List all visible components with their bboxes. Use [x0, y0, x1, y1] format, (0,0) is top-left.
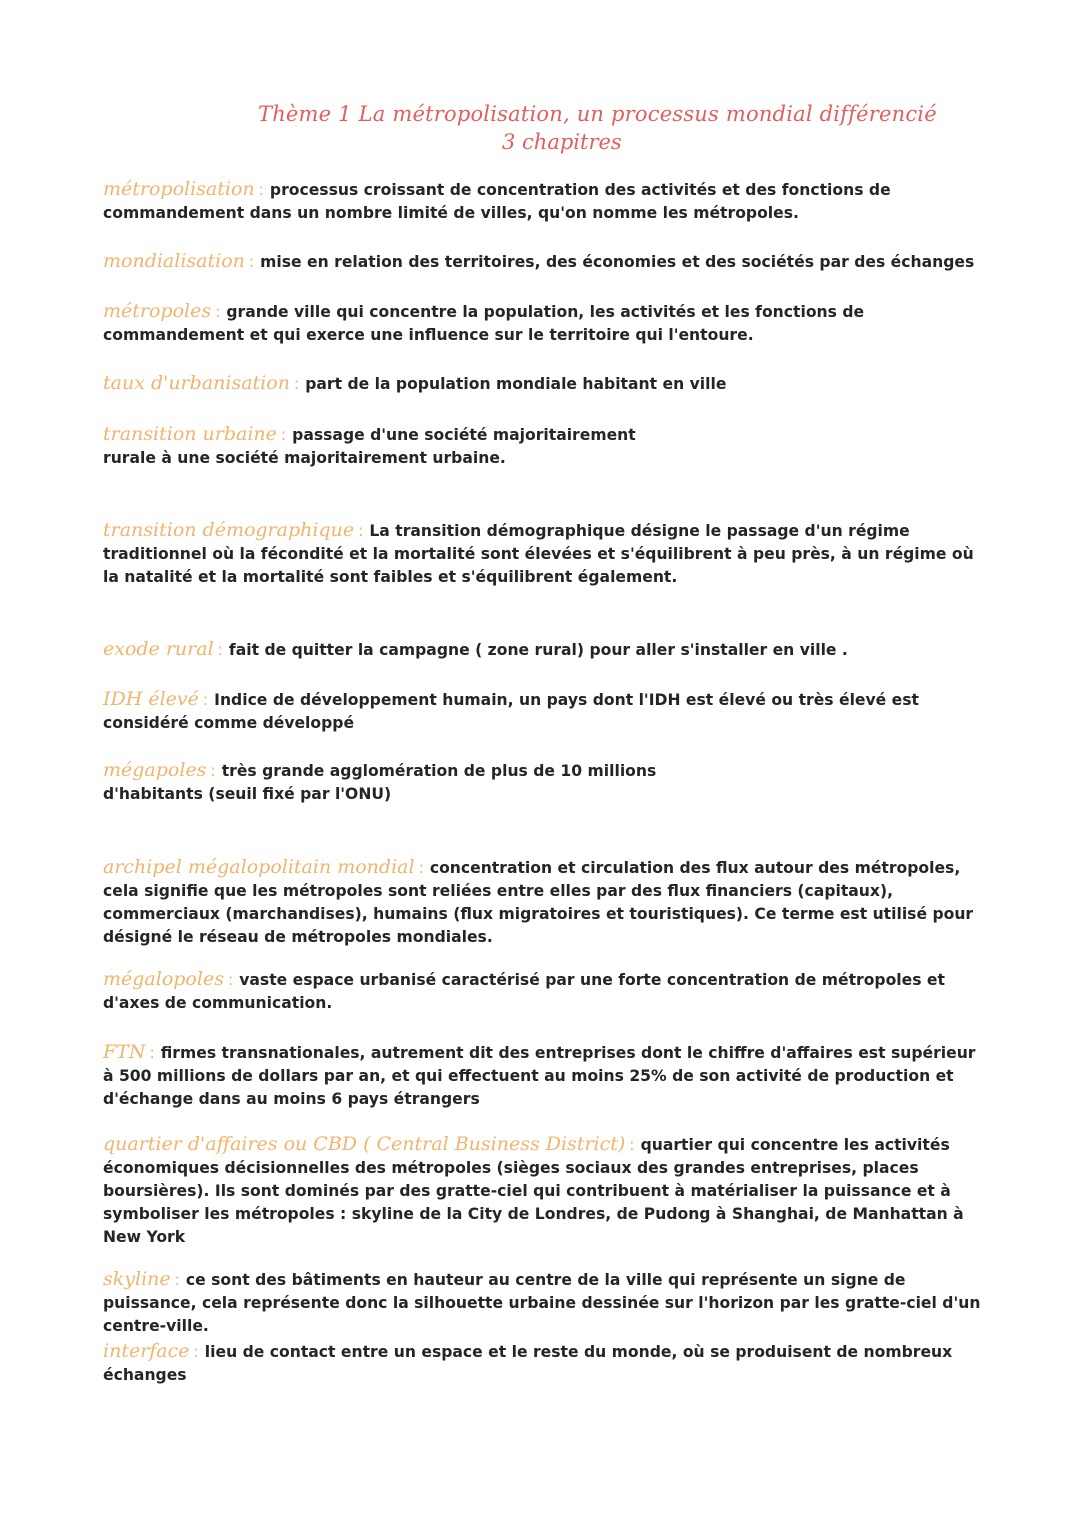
entry-term: skyline — [103, 1268, 171, 1290]
glossary-entry-metropoles — [103, 300, 983, 347]
glossary-entry-transition-demographique — [103, 519, 983, 589]
entry-term: taux d'urbanisation — [103, 372, 290, 394]
entry-separator: : — [149, 1044, 155, 1062]
entry-separator: : — [418, 859, 424, 877]
entry-term: quartier d'affaires ou CBD ( Central Business District) — [103, 1133, 626, 1155]
entry-separator: : — [193, 1343, 199, 1361]
entry-term: transition urbaine — [103, 423, 277, 445]
glossary-entry-megalopoles — [103, 968, 983, 1015]
entry-separator: : — [248, 253, 255, 271]
entry-separator: : — [358, 522, 364, 540]
entry-term: exode rural — [103, 638, 214, 660]
entry-term: interface — [103, 1340, 190, 1362]
glossary-entry-megapoles — [103, 759, 743, 806]
entry-separator: : — [210, 762, 216, 780]
entry-term: archipel mégalopolitain mondial — [103, 856, 415, 878]
entry-definition: firmes transnationales, autrement dit des entreprises dont le chiffre d'affaires est supérieur à 500 millions de dollars par an, et qui effectuent au moins 25% de son activité de production et d'échange dans au moins 6 pays étrangers — [103, 1044, 976, 1108]
entry-separator: : — [629, 1136, 635, 1154]
glossary-entry-mondialisation — [103, 250, 983, 274]
entry-definition: Indice de développement humain, un pays dont l'IDH est élevé ou très élevé est considéré comme développé — [103, 691, 919, 732]
entry-separator: : — [174, 1271, 180, 1289]
entry-definition: lieu de contact entre un espace et le reste du monde, où se produisent de nombreux échanges — [103, 1343, 953, 1384]
entry-definition: passage d'une société majoritairement rurale à une société majoritairement urbaine. — [103, 426, 636, 467]
entry-term: IDH élevé — [103, 688, 199, 710]
glossary-entry-quartier-affaires — [103, 1133, 983, 1249]
glossary-entry-archipel-megalopolitain — [103, 856, 983, 949]
entry-definition: ce sont des bâtiments en hauteur au centre de la ville qui représente un signe de puissance, cela représente donc la silhouette urbaine dessinée sur l'horizon par les gratte-ciel d'un centre-ville. — [103, 1271, 981, 1335]
entry-term: mégapoles — [103, 759, 207, 781]
glossary-entry-transition-urbaine — [103, 423, 663, 470]
glossary-entry-metropolisation — [103, 178, 983, 225]
entry-term: FTN — [103, 1041, 146, 1063]
entry-separator: : — [215, 303, 221, 321]
entry-term: mégalopoles — [103, 968, 224, 990]
entry-separator: : — [227, 971, 234, 989]
glossary-entry-skyline — [103, 1268, 983, 1338]
theme-title: Thème 1 La métropolisation, un processus mondial différencié — [258, 102, 937, 126]
entry-definition: La transition démographique désigne le passage d'un régime traditionnel où la fécondité et la mortalité sont élevées et s'équilibrent à peu près, à un régime où la natalité et la mortalité sont faibles et s'équilibrent également. — [103, 522, 974, 586]
entry-definition: concentration et circulation des flux autour des métropoles, cela signifie que les métropoles sont reliées entre elles par des flux financiers (capitaux), commerciaux (marchandises), humains (flux migratoires et touristiques). Ce terme est utilisé pour désigné le réseau de métropoles mondiales. — [103, 859, 974, 946]
glossary-entry-idh-eleve — [103, 688, 983, 735]
entry-definition: grande ville qui concentre la population, les activités et les fonctions de commandement et qui exerce une influence sur le territoire qui l'entoure. — [103, 303, 865, 344]
entry-term: métropolisation — [103, 178, 255, 200]
glossary-entry-interface — [103, 1340, 983, 1387]
entry-separator: : — [202, 691, 209, 709]
entry-definition: très grande agglomération de plus de 10 millions d'habitants (seuil fixé par l'ONU) — [103, 762, 657, 803]
entry-term: transition démographique — [103, 519, 355, 541]
entry-definition: fait de quitter la campagne ( zone rural) pour aller s'installer en ville . — [228, 641, 848, 659]
entry-term: mondialisation — [103, 250, 245, 272]
glossary-entry-ftn — [103, 1041, 983, 1111]
entry-term: métropoles — [103, 300, 212, 322]
glossary-entry-taux-urbanisation — [103, 372, 983, 396]
entry-separator: : — [258, 181, 264, 199]
chapter-count: 3 chapitres — [502, 130, 622, 154]
entry-definition: part de la population mondiale habitant en ville — [305, 375, 727, 393]
glossary-entry-exode-rural — [103, 638, 983, 662]
entry-definition: vaste espace urbanisé caractérisé par une forte concentration de métropoles et d'axes de communication. — [103, 971, 945, 1012]
entry-separator: : — [217, 641, 223, 659]
entry-definition: quartier qui concentre les activités économiques décisionnelles des métropoles (sièges sociaux des grandes entreprises, places boursières). Ils sont dominés par des gratte-ciel qui contribuent à matérialiser la puissance et à symboliser les métropoles : skyline de la City de Londres, de Pudong à Shanghai, de Manhattan à New York — [103, 1136, 964, 1246]
entry-separator: : — [293, 375, 300, 393]
entry-definition: processus croissant de concentration des activités et des fonctions de commandement dans un nombre limité de villes, qu'on nomme les métropoles. — [103, 181, 891, 222]
entry-separator: : — [280, 426, 287, 444]
entry-definition: mise en relation des territoires, des économies et des sociétés par des échanges — [260, 253, 975, 271]
